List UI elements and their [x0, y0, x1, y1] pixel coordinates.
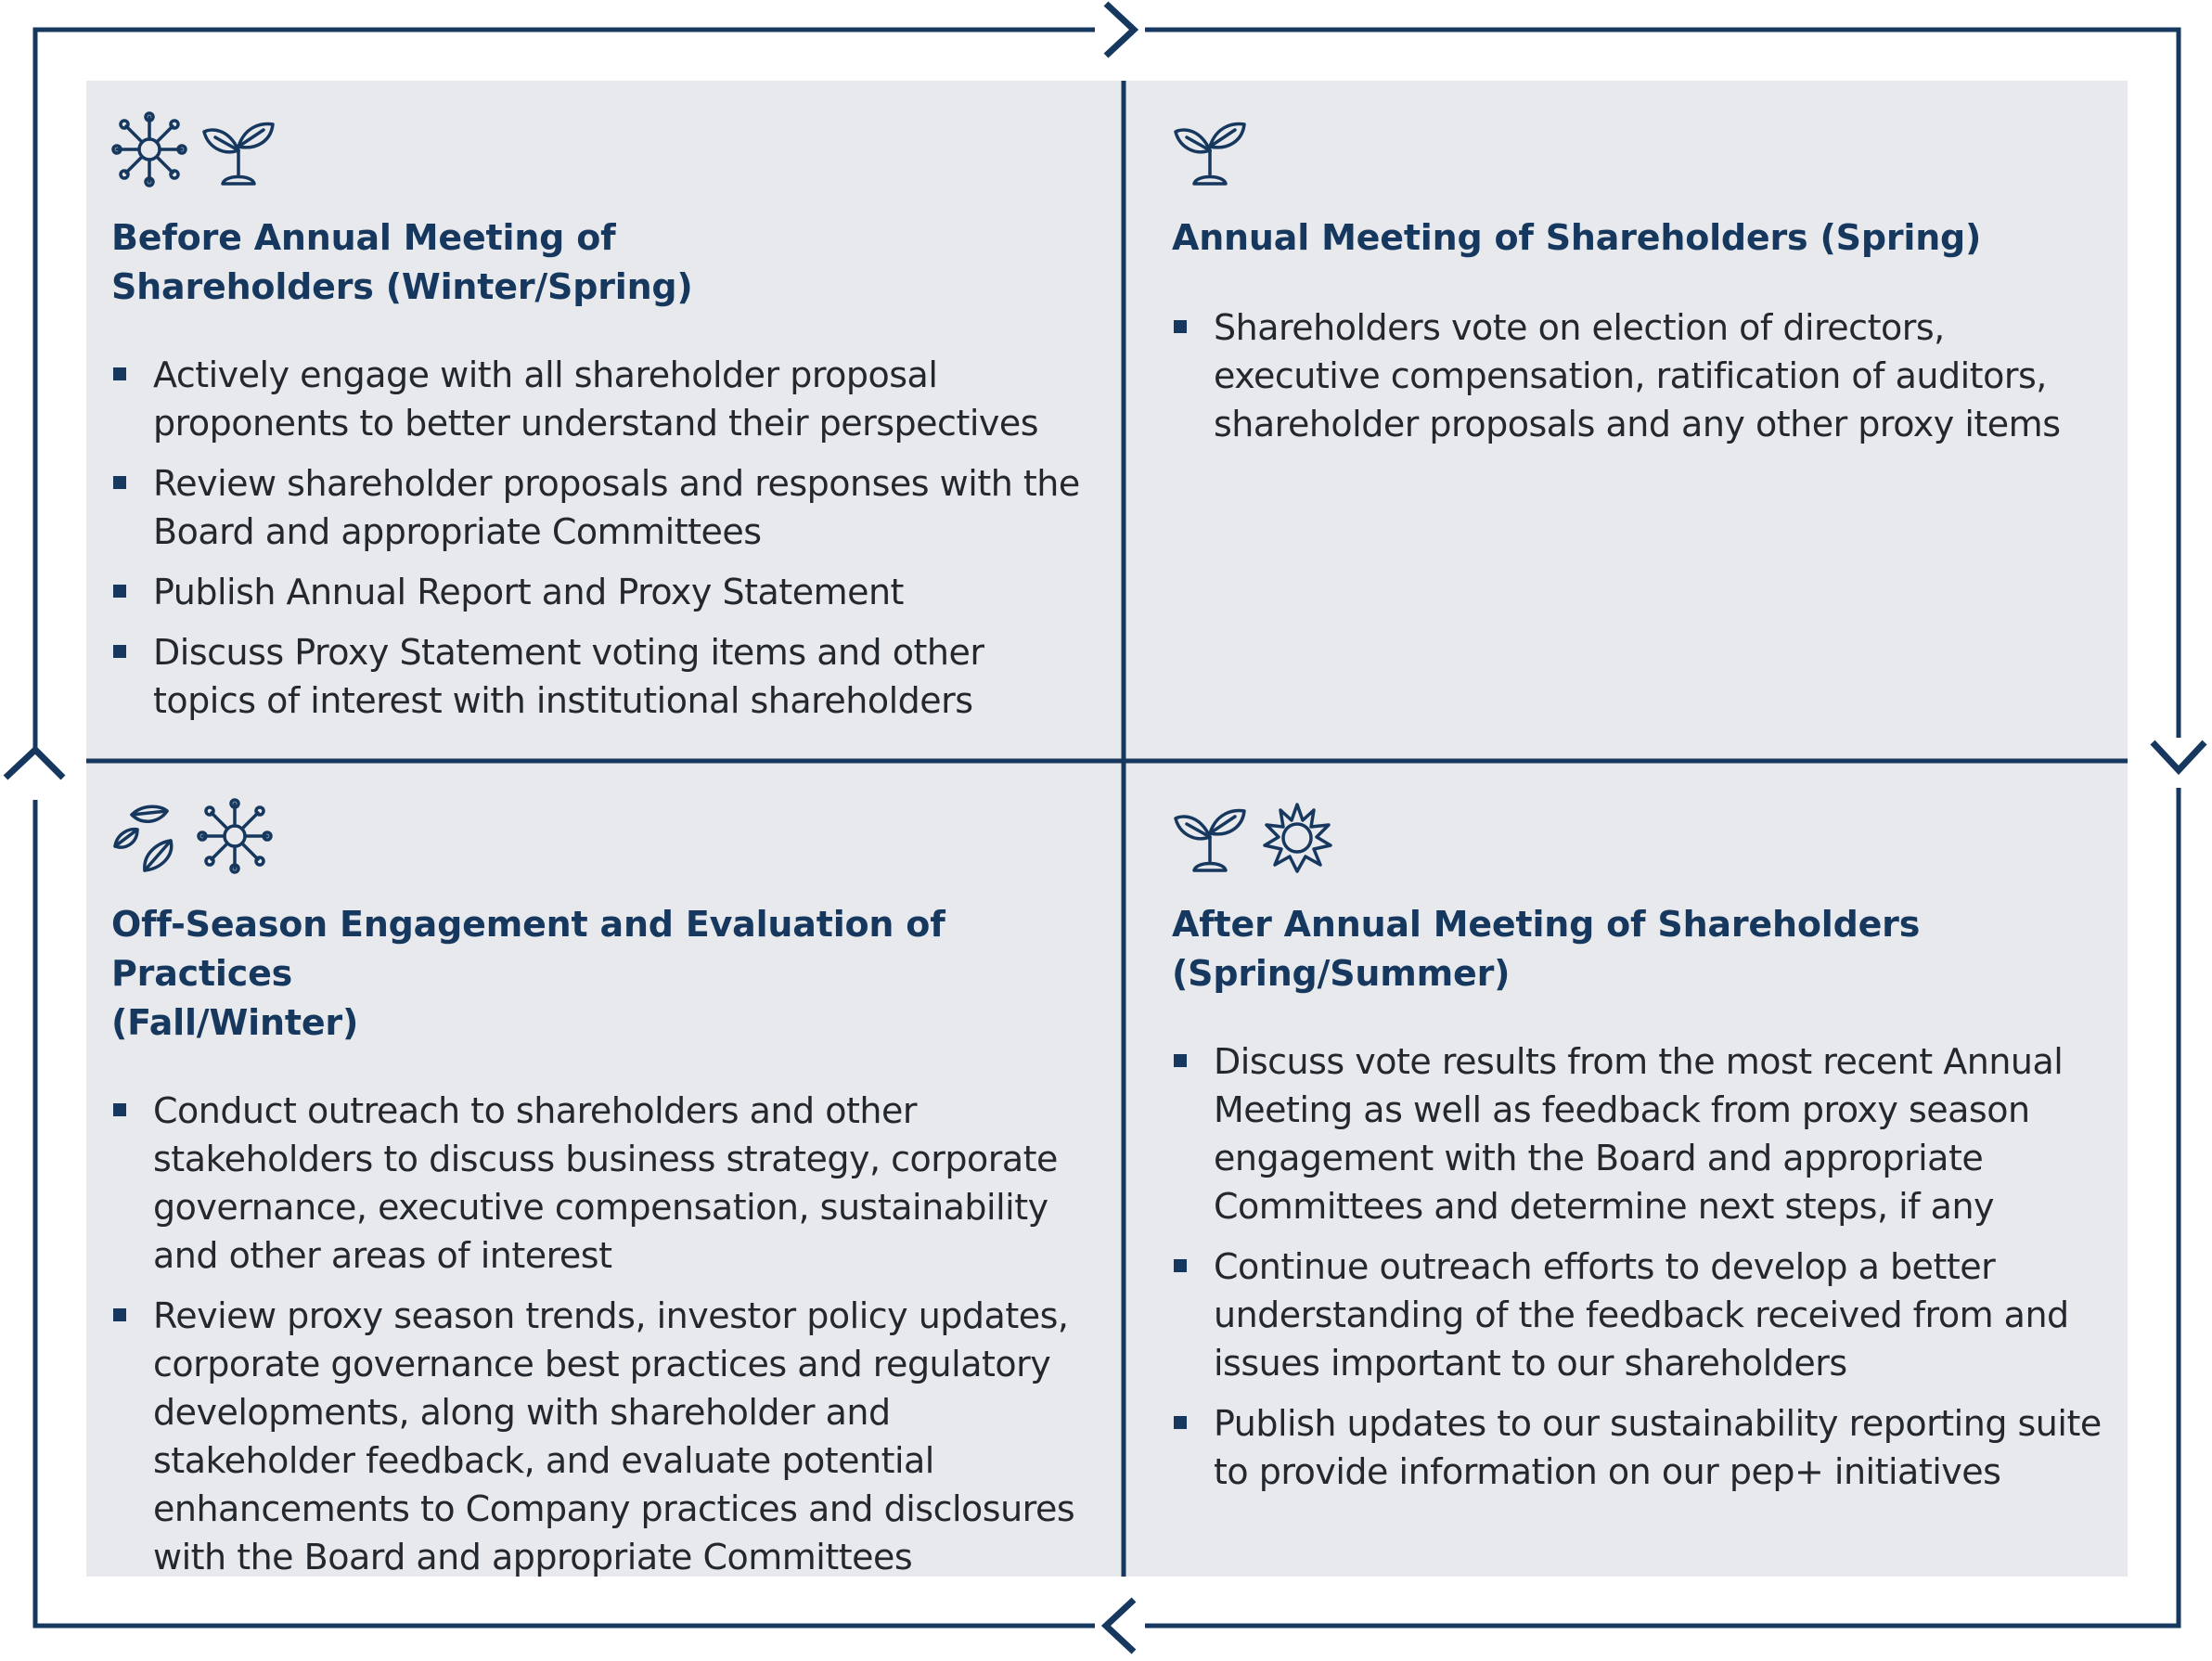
sprout-icon [1172, 805, 1248, 874]
arrow-right-down-icon [2153, 738, 2205, 788]
heading-line: (Spring/Summer) [1172, 953, 1511, 994]
heading-line: Shareholders (Winter/Spring) [111, 266, 693, 307]
arrow-top-right-icon [1095, 4, 1145, 56]
heading-line: Annual Meeting of Shareholders (Spring) [1172, 217, 1982, 258]
quadrant-before-annual-meeting [111, 111, 1086, 761]
bullet-item: Conduct outreach to shareholders and other stakeholders to discuss business strategy, corporate governance, executive compensation, sustainability and other areas of interest [111, 1087, 1086, 1280]
quadrant-off-season [111, 798, 1086, 1577]
arrow-bottom-left-icon [1095, 1600, 1145, 1652]
sun-icon [1261, 802, 1333, 874]
bullet-item: Publish updates to our sustainability reporting suite to provide information on our pep+ initiatives [1172, 1399, 2109, 1496]
bullet-list [111, 351, 1086, 725]
season-icons [111, 111, 1086, 187]
heading-line: After Annual Meeting of Shareholders [1172, 904, 1921, 945]
sprout-icon [1172, 119, 1248, 187]
bullet-item: Review proxy season trends, investor policy updates, corporate governance best practices and regulatory developments, along with shareholder and stakeholder feedback, and evaluate potential enhancements to Company practices and disclosures with the Board and appropriate Committees [111, 1292, 1086, 1581]
snowflake-icon [111, 111, 187, 187]
arrow-left-up-icon [6, 750, 63, 800]
snowflake-icon [197, 798, 273, 874]
bullet-list [111, 1087, 1086, 1581]
quadrant-heading [1172, 213, 2109, 263]
quadrant-annual-meeting [1172, 111, 2109, 761]
bullet-list [1172, 303, 2109, 448]
bullet-item: Discuss vote results from the most recent Annual Meeting as well as feedback from proxy season engagement with the Board and appropriate Committees and determine next steps, if any [1172, 1037, 2109, 1230]
quadrant-after-annual-meeting [1172, 798, 2109, 1577]
bullet-item: Discuss Proxy Statement voting items and other topics of interest with institutional shareholders [111, 628, 1086, 725]
bullet-list [1172, 1037, 2109, 1496]
season-icons [1172, 798, 2109, 874]
sprout-icon [200, 119, 276, 187]
bullet-item: Actively engage with all shareholder proposal proponents to better understand their perspectives [111, 351, 1086, 447]
quadrant-heading [1172, 900, 2109, 998]
heading-line: Off-Season Engagement and Evaluation of Practices [111, 904, 945, 994]
bullet-item: Continue outreach efforts to develop a better understanding of the feedback received from and issues important to our shareholders [1172, 1243, 2109, 1387]
season-icons [1172, 111, 2109, 187]
quadrant-heading [111, 213, 1086, 312]
heading-line: (Fall/Winter) [111, 1002, 359, 1043]
bullet-item: Publish Annual Report and Proxy Statement [111, 568, 1086, 616]
quadrant-heading [111, 900, 1086, 1048]
bullet-item: Review shareholder proposals and responses with the Board and appropriate Committees [111, 459, 1086, 556]
falling-leaves-icon [111, 802, 184, 874]
heading-line: Before Annual Meeting of [111, 217, 616, 258]
bullet-item: Shareholders vote on election of directors, executive compensation, ratification of auditors, shareholder proposals and any other proxy items [1172, 303, 2109, 448]
season-icons [111, 798, 1086, 874]
